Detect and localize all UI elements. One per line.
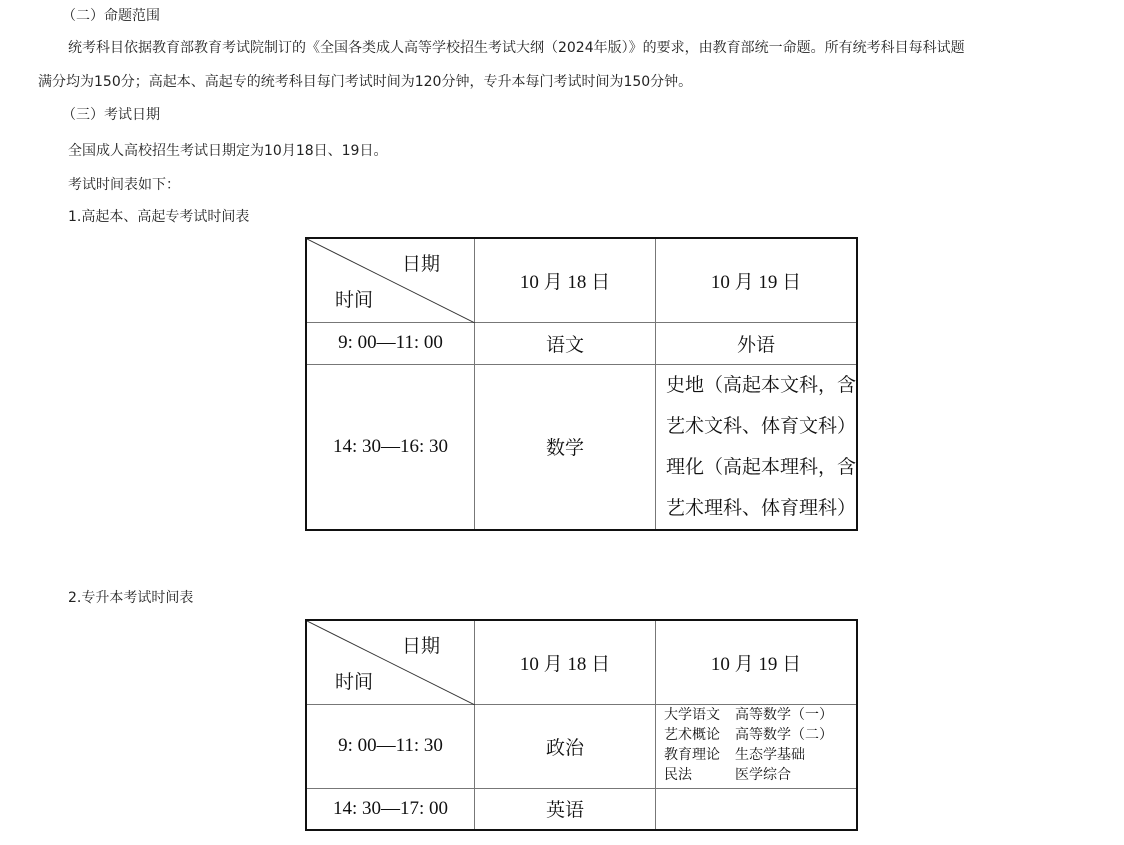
table2-row2-day2 (656, 788, 858, 830)
header-date-label: 日期 (401, 636, 440, 657)
table1-row1-day2: 外语 (655, 322, 857, 364)
table1-row1-time: 9: 00—11: 00 (306, 322, 474, 364)
table1-row2-day1: 数学 (474, 364, 655, 530)
table2-title: 2.专升本考试时间表 (68, 590, 194, 606)
header-time-label: 时间 (335, 289, 374, 311)
table2-header-corner (306, 620, 475, 704)
table1-title: 1.高起本、高起专考试时间表 (68, 209, 250, 225)
table2-row1-day1: 政治 (475, 704, 656, 788)
subject-line: 艺术理科、体育理科） (665, 497, 856, 519)
table1-header-day2: 10 月 19 日 (655, 238, 857, 322)
header-time-label: 时间 (335, 671, 374, 693)
table1-row2-time: 14: 30—16: 30 (306, 364, 474, 530)
subject-line: 史地（高起本文科，含 (665, 374, 856, 396)
diagonal-line-icon (307, 239, 475, 323)
subject-line: 艺术文科、体育文科） (665, 415, 856, 437)
table2-row2-day1: 英语 (475, 788, 656, 830)
schedule-intro: 考试时间表如下： (68, 177, 180, 193)
table2-schedule (305, 619, 858, 831)
header-date-label: 日期 (401, 254, 440, 275)
section2-paragraph-line1: 统考科目依据教育部教育考试院制订的《全国各类成人高等学校招生考试大纲（2024年版）》的要求，由教育部统一命题。所有统考科目每科试题 (68, 40, 965, 56)
table2-row2-time: 14: 30—17: 00 (306, 788, 475, 830)
table2-row1-time: 9: 00—11: 30 (306, 704, 475, 788)
table2-header-day1: 10 月 18 日 (475, 620, 656, 704)
subject-line: 教育理论 生态学基础 (664, 748, 805, 763)
diagonal-line-icon (307, 621, 475, 705)
table1-schedule (305, 237, 858, 531)
section2-paragraph-line2: 满分均为150分；高起本、高起专的统考科目每门考试时间为120分钟，专升本每门考试时间为150分钟。 (38, 74, 693, 90)
subject-line: 艺术概论 高等数学（二） (664, 728, 833, 743)
section2-heading: （二）命题范围 (62, 8, 160, 24)
subject-line: 大学语文 高等数学（一） (664, 708, 833, 723)
table2-header-day2: 10 月 19 日 (656, 620, 858, 704)
section3-heading: （三）考试日期 (62, 107, 160, 123)
section3-paragraph: 全国成人高校招生考试日期定为10月18日、19日。 (68, 143, 388, 159)
subject-line: 理化（高起本理科，含 (665, 456, 856, 478)
table1-row2-day2 (655, 364, 857, 530)
table2-row1-day2 (656, 704, 858, 788)
table1-header-day1: 10 月 18 日 (474, 238, 655, 322)
table1-header-corner (306, 238, 474, 322)
table1-row1-day1: 语文 (474, 322, 655, 364)
subject-line: 民法 医学综合 (664, 768, 791, 783)
